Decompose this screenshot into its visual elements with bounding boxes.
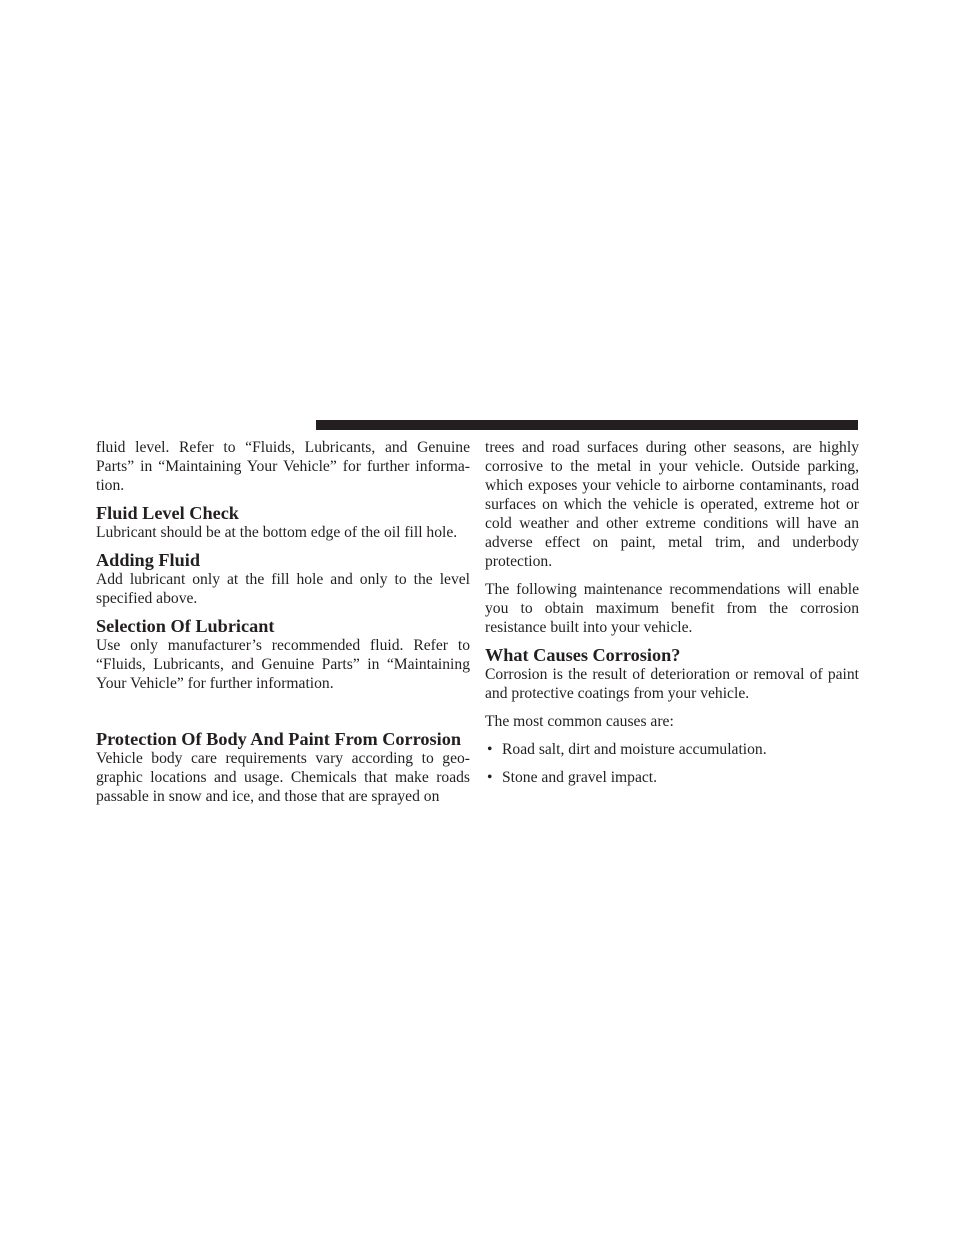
selection-of-lubricant-heading: Selection Of Lubricant xyxy=(96,616,275,636)
selection-of-lubricant-text: Use only manufacturer’s recommended fluid. Refer to “Fluids, Lubricants, and Genuine Parts” in “Maintaining Your Vehicle” for further information. xyxy=(96,637,470,692)
protection-text: Vehicle body care requirements vary according to geographic locations and usage. Chemicals that make roads passable in snow and ice, and those that are sprayed on xyxy=(96,750,470,805)
section-header-bar xyxy=(316,420,858,430)
common-causes-intro: The most common causes are: xyxy=(485,713,674,730)
list-item xyxy=(485,768,859,787)
intro-paragraph: fluid level. Refer to “Fluids, Lubricants, and Genuine Parts” in “Maintaining Your Vehicle” for further information. xyxy=(96,439,470,494)
bullet-icon: • xyxy=(487,741,493,758)
protection-heading: Protection Of Body And Paint From Corrosion xyxy=(96,729,461,749)
what-causes-corrosion-text: Corrosion is the result of deterioration or removal of paint and protective coatings from your vehicle. xyxy=(485,666,859,702)
fluid-level-check-heading: Fluid Level Check xyxy=(96,503,239,523)
what-causes-corrosion-heading: What Causes Corrosion? xyxy=(485,645,681,665)
bullet-icon: • xyxy=(487,769,493,786)
right-column xyxy=(485,438,859,796)
list-item xyxy=(485,740,859,759)
adding-fluid-text: Add lubricant only at the fill hole and only to the level specified above. xyxy=(96,571,470,607)
fluid-level-check-text: Lubricant should be at the bottom edge of the oil fill hole. xyxy=(96,524,458,541)
recommendations-paragraph: The following maintenance recommendations will enable you to obtain maximum benefit from the corrosion resistance built into your vehicle. xyxy=(485,581,859,636)
adding-fluid-heading: Adding Fluid xyxy=(96,550,200,570)
list-item-text: Road salt, dirt and moisture accumulation. xyxy=(502,741,767,758)
causes-list xyxy=(485,740,859,787)
corrosion-continued-paragraph: trees and road surfaces during other seasons, are highly corrosive to the metal in your vehicle. Outside parking, which exposes your vehicle to airborne contaminants, road surfaces on which the vehicle is operated, extreme hot or cold weather and other extreme conditions will have an adverse effect on paint, metal trim, and underbody protection. xyxy=(485,439,859,570)
left-column xyxy=(96,438,470,806)
list-item-text: Stone and gravel impact. xyxy=(502,769,658,786)
